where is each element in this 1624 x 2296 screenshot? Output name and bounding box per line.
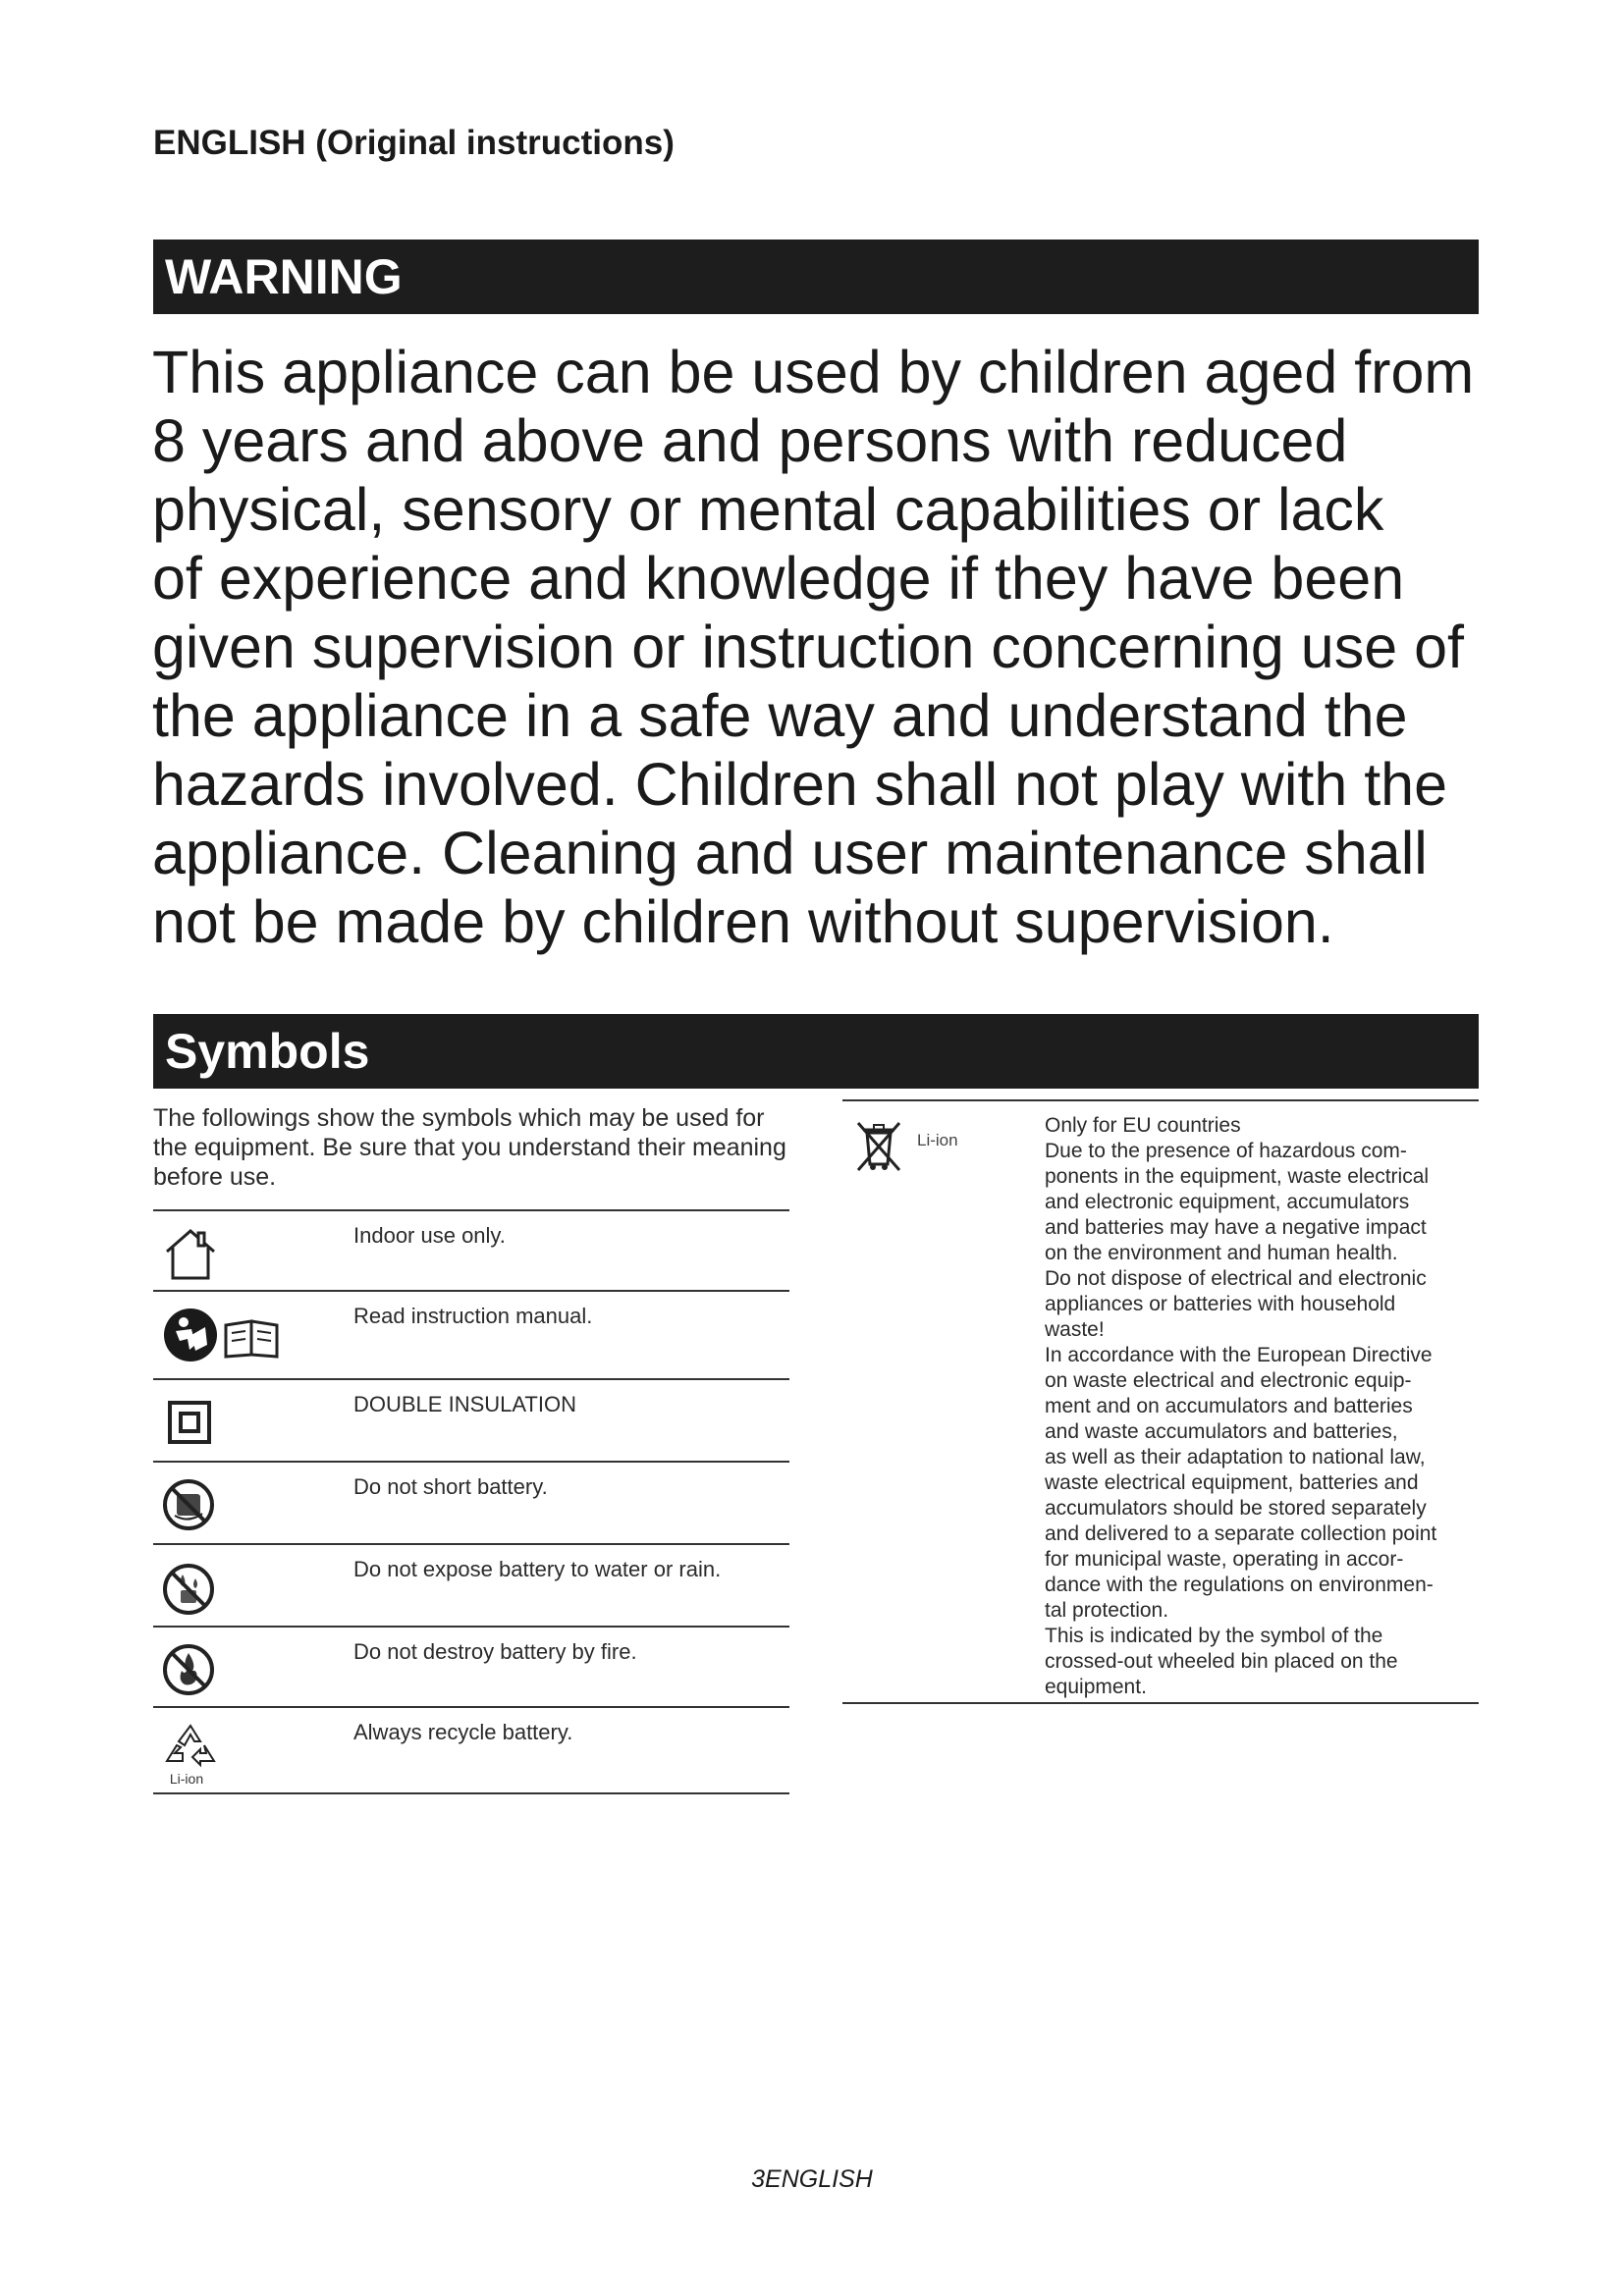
warning-line: hazards involved. Children shall not play with the: [152, 751, 1448, 818]
eu-line: and delivered to a separate collection point: [1045, 1522, 1437, 1545]
crossed-out-bin-icon: [850, 1117, 907, 1179]
eu-line: This is indicated by the symbol of the: [1045, 1625, 1383, 1647]
eu-line: and waste accumulators and batteries,: [1045, 1420, 1398, 1443]
eu-line: waste electrical equipment, batteries and: [1045, 1471, 1419, 1494]
no-short-battery-icon: [161, 1478, 216, 1536]
eu-line: crossed-out wheeled bin placed on the: [1045, 1650, 1398, 1673]
symbol-row-no-water: [153, 1543, 789, 1626]
warning-line: not be made by children without supervision.: [152, 888, 1334, 955]
eu-line: tal protection.: [1045, 1599, 1169, 1622]
warning-header: WARNING: [153, 240, 1479, 314]
no-fire-battery-icon: [161, 1643, 216, 1701]
symbol-row-manual: [153, 1290, 789, 1378]
house-icon: [161, 1227, 220, 1287]
warning-line: This appliance can be used by children aged from: [152, 339, 1475, 405]
symbol-label: Read instruction manual.: [353, 1304, 593, 1328]
warning-text: [152, 338, 1507, 956]
page-footer: 3ENGLISH: [751, 2165, 873, 2193]
language-heading: ENGLISH (Original instructions): [153, 124, 675, 162]
eu-line: as well as their adaptation to national law,: [1045, 1446, 1426, 1468]
double-insulation-icon: [161, 1400, 216, 1454]
eu-line: Do not dispose of electrical and electronic: [1045, 1267, 1427, 1290]
symbol-label: Indoor use only.: [353, 1223, 506, 1248]
symbol-label: DOUBLE INSULATION: [353, 1392, 576, 1416]
eu-line: Due to the presence of hazardous com-: [1045, 1140, 1407, 1162]
eu-line: ponents in the equipment, waste electrical: [1045, 1165, 1430, 1188]
read-manual-icon: [161, 1306, 289, 1369]
symbol-row-indoor: [153, 1209, 789, 1290]
warning-line: 8 years and above and persons with reduced: [152, 407, 1348, 474]
eu-line: dance with the regulations on environmen-: [1045, 1574, 1434, 1596]
eu-line: Only for EU countries: [1045, 1114, 1241, 1137]
symbol-label: Do not destroy battery by fire.: [353, 1639, 637, 1664]
eu-line: and batteries may have a negative impact: [1045, 1216, 1427, 1239]
eu-battery-tag: Li-ion: [917, 1131, 958, 1149]
symbol-label: Do not expose battery to water or rain.: [353, 1557, 722, 1581]
eu-line: In accordance with the European Directive: [1045, 1344, 1433, 1366]
warning-line: the appliance in a safe way and understand the: [152, 682, 1408, 749]
symbols-header: Symbols: [153, 1014, 1479, 1089]
symbols-table: [153, 1209, 789, 1794]
symbols-intro: The followings show the symbols which may be used for the equipment. Be sure that you understand their meaning before use.: [153, 1104, 786, 1191]
warning-line: physical, sensory or mental capabilities or lack: [152, 476, 1384, 543]
eu-disposal-text: [1045, 1113, 1477, 1700]
eu-line: for municipal waste, operating in accor-: [1045, 1548, 1404, 1571]
symbol-row-recycle: [153, 1706, 789, 1794]
warning-line: appliance. Cleaning and user maintenance shall: [152, 820, 1428, 886]
eu-line: accumulators should be stored separately: [1045, 1497, 1427, 1520]
eu-line: ment and on accumulators and batteries: [1045, 1395, 1413, 1417]
symbol-row-double-insulation: [153, 1378, 789, 1461]
symbol-label: Always recycle battery.: [353, 1720, 573, 1744]
eu-line: appliances or batteries with household: [1045, 1293, 1396, 1315]
warning-line: of experience and knowledge if they have been: [152, 545, 1405, 612]
warning-line: given supervision or instruction concerning use of: [152, 614, 1464, 680]
eu-line: and electronic equipment, accumulators: [1045, 1191, 1410, 1213]
eu-line: on waste electrical and electronic equip-: [1045, 1369, 1412, 1392]
symbol-row-no-short: [153, 1461, 789, 1543]
symbol-label: Do not short battery.: [353, 1474, 548, 1499]
eu-line: on the environment and human health.: [1045, 1242, 1398, 1264]
recycle-icon-caption: Li-ion: [169, 1771, 204, 1787]
symbol-row-no-fire: [153, 1626, 789, 1706]
eu-disposal-box: [842, 1099, 1479, 1704]
eu-line: equipment.: [1045, 1676, 1147, 1698]
no-water-battery-icon: [161, 1563, 216, 1621]
recycle-icon: [161, 1722, 220, 1774]
eu-line: waste!: [1045, 1318, 1105, 1341]
